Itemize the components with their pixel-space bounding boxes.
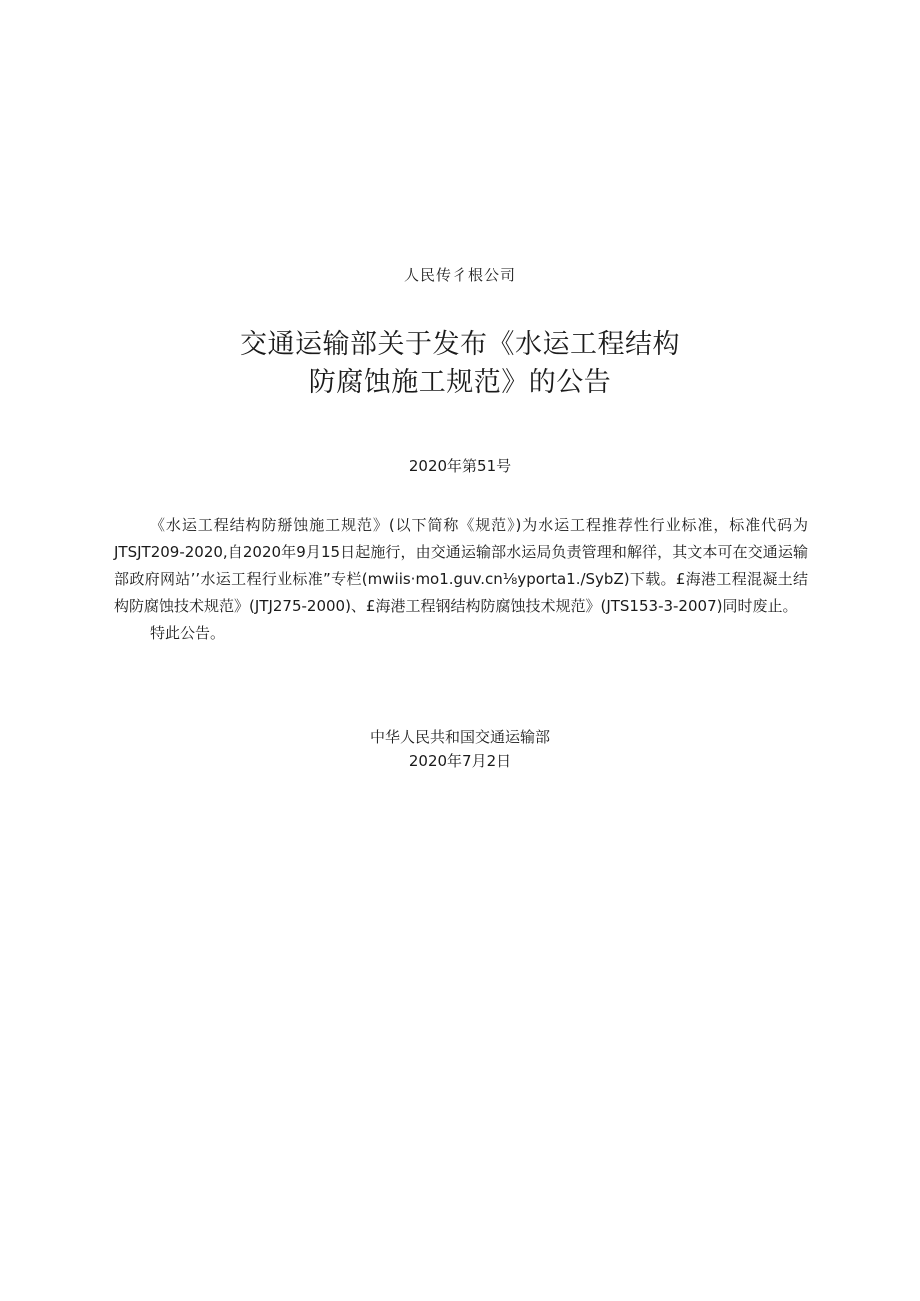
- issue-date: 2020年7月2日: [408, 752, 512, 770]
- body-paragraph-1: 《水运工程结构防掰蚀施工规范》(以下简称《规范》)为水运工程推荐性行业标准，标准代码为JTSJT209-2020,自2020年9月15日起施行，由交通运输部水运局负责管理和解徉，其文本可在交通运输部政府网站’’水运工程行业标准”专栏(mwiis·mo1.guv.cn⅛yporta1./SybZ)下载。£海港工程混凝土结构防腐蚀技术规范》(JTJ275-2000)、£海港工程钢结构防腐蚀技术规范》(JTS153-3-2007)同时废止。: [114, 516, 808, 615]
- publisher-line: 人民传彳根公司: [403, 266, 516, 284]
- title-line-1: 交通运输部关于发布《水运工程结构: [240, 329, 680, 360]
- signatory: 中华人民共和国交通运输部: [369, 728, 550, 746]
- signature-block: [0, 725, 920, 773]
- title-line-2: 防腐蚀施工规范》的公告: [308, 367, 612, 398]
- document-number: 2020年第51号: [408, 457, 512, 475]
- body-paragraph-2: 特此公告。: [150, 624, 226, 642]
- document-title: [0, 326, 920, 402]
- document-body: [114, 512, 808, 647]
